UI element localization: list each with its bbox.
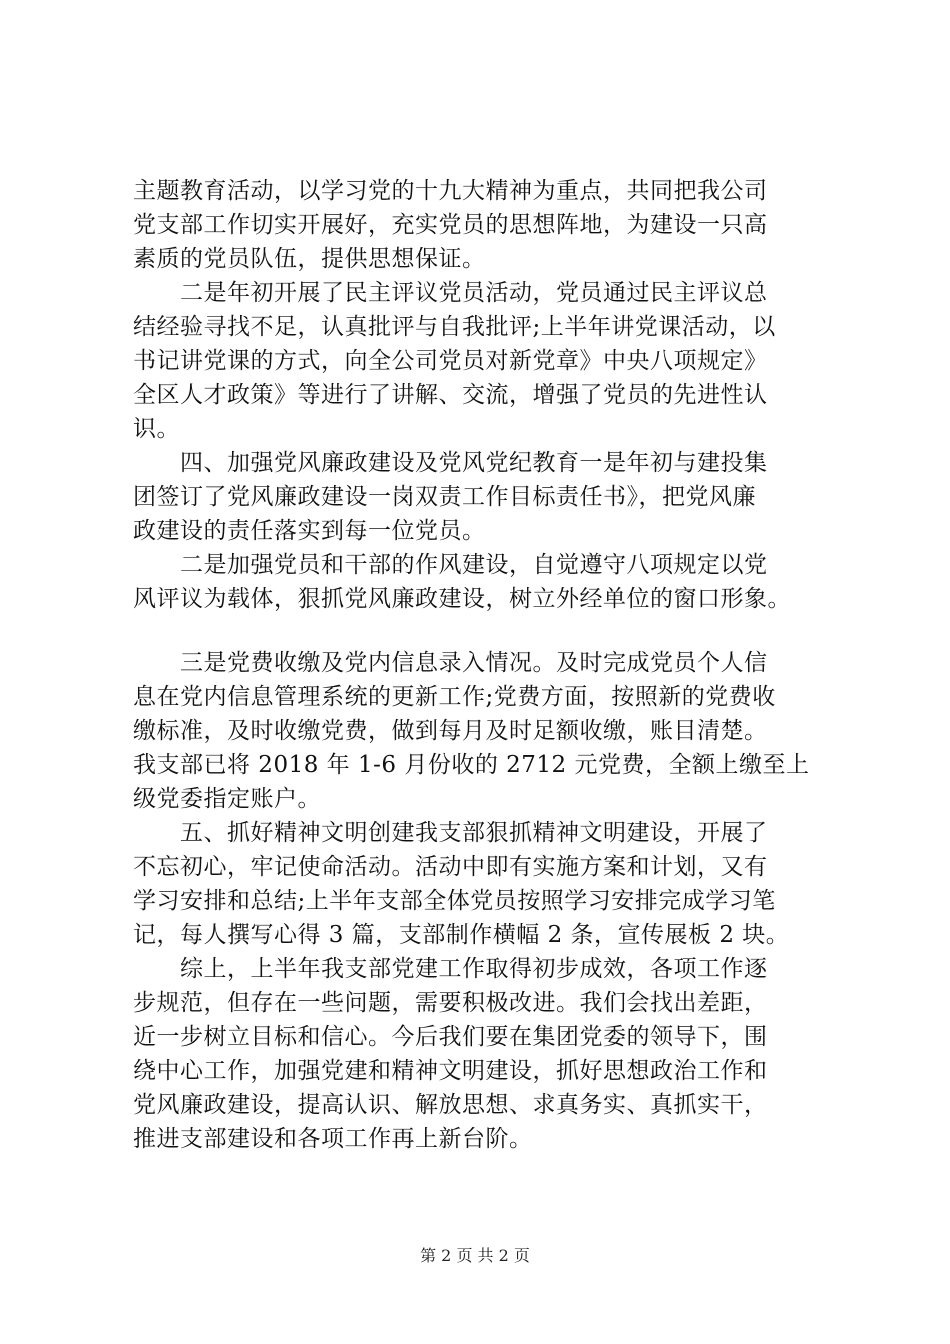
text-line: 素质的党员队伍，提供思想保证。	[133, 246, 486, 272]
text-line: 息在党内信息管理系统的更新工作;党费方面，按照新的党费收	[133, 684, 776, 710]
text-line: 团签订了党风廉政建设一岗双责工作目标责任书》，把党风廉	[133, 484, 756, 510]
text-line: 四、加强党风廉政建设及党风党纪教育一是年初与建投集	[133, 450, 768, 476]
text-line: 综上，上半年我支部党建工作取得初步成效，各项工作逐	[133, 956, 768, 982]
text-line: 全区人才政策》等进行了讲解、交流，增强了党员的先进性认	[133, 382, 768, 408]
body-text	[133, 174, 843, 1156]
text-line: 推进支部建设和各项工作再上新台阶。	[133, 1126, 533, 1152]
text-line: 学习安排和总结;上半年支部全体党员按照学习安排完成学习笔	[133, 888, 776, 914]
text-line: 五、抓好精神文明创建我支部狠抓精神文明建设，开展了	[133, 820, 768, 846]
text-line: 书记讲党课的方式，向全公司党员对新党章》中央八项规定》	[133, 348, 768, 374]
text-line: 不忘初心，牢记使命活动。活动中即有实施方案和计划，又有	[133, 854, 768, 880]
page-number-footer: 第 2 页 共 2 页	[420, 1246, 530, 1265]
text-line: 风评议为载体，狠抓党风廉政建设，树立外经单位的窗口形象。	[133, 586, 791, 612]
text-line: 步规范，但存在一些问题，需要积极改进。我们会找出差距，	[133, 990, 768, 1016]
text-line: 三是党费收缴及党内信息录入情况。及时完成党员个人信	[133, 650, 768, 676]
text-line: 二是年初开展了民主评议党员活动，党员通过民主评议总	[133, 280, 768, 306]
text-line: 记，每人撰写心得 3 篇，支部制作横幅 2 条，宣传展板 2 块。	[133, 922, 790, 948]
text-line: 政建设的责任落实到每一位党员。	[133, 518, 486, 544]
text-line: 党支部工作切实开展好，充实党员的思想阵地，为建设一只高	[133, 212, 768, 238]
text-line: 缴标准，及时收缴党费，做到每月及时足额收缴，账目清楚。	[133, 718, 768, 744]
paragraph-gap	[133, 616, 843, 646]
text-line: 识。	[133, 416, 180, 442]
text-line: 近一步树立目标和信心。今后我们要在集团党委的领导下，围	[133, 1024, 768, 1050]
text-line: 结经验寻找不足，认真批评与自我批评;上半年讲党课活动，以	[133, 314, 776, 340]
text-line: 主题教育活动，以学习党的十九大精神为重点，共同把我公司	[133, 178, 768, 204]
text-line: 二是加强党员和干部的作风建设，自觉遵守八项规定以党	[133, 552, 768, 578]
text-line: 级党委指定账户。	[133, 786, 321, 812]
text-line: 绕中心工作，加强党建和精神文明建设，抓好思想政治工作和	[133, 1058, 768, 1084]
text-line: 党风廉政建设，提高认识、解放思想、求真务实、真抓实干，	[133, 1092, 768, 1118]
text-line: 我支部已将 2018 年 1-6 月份收的 2712 元党费，全额上缴至上	[133, 752, 810, 778]
